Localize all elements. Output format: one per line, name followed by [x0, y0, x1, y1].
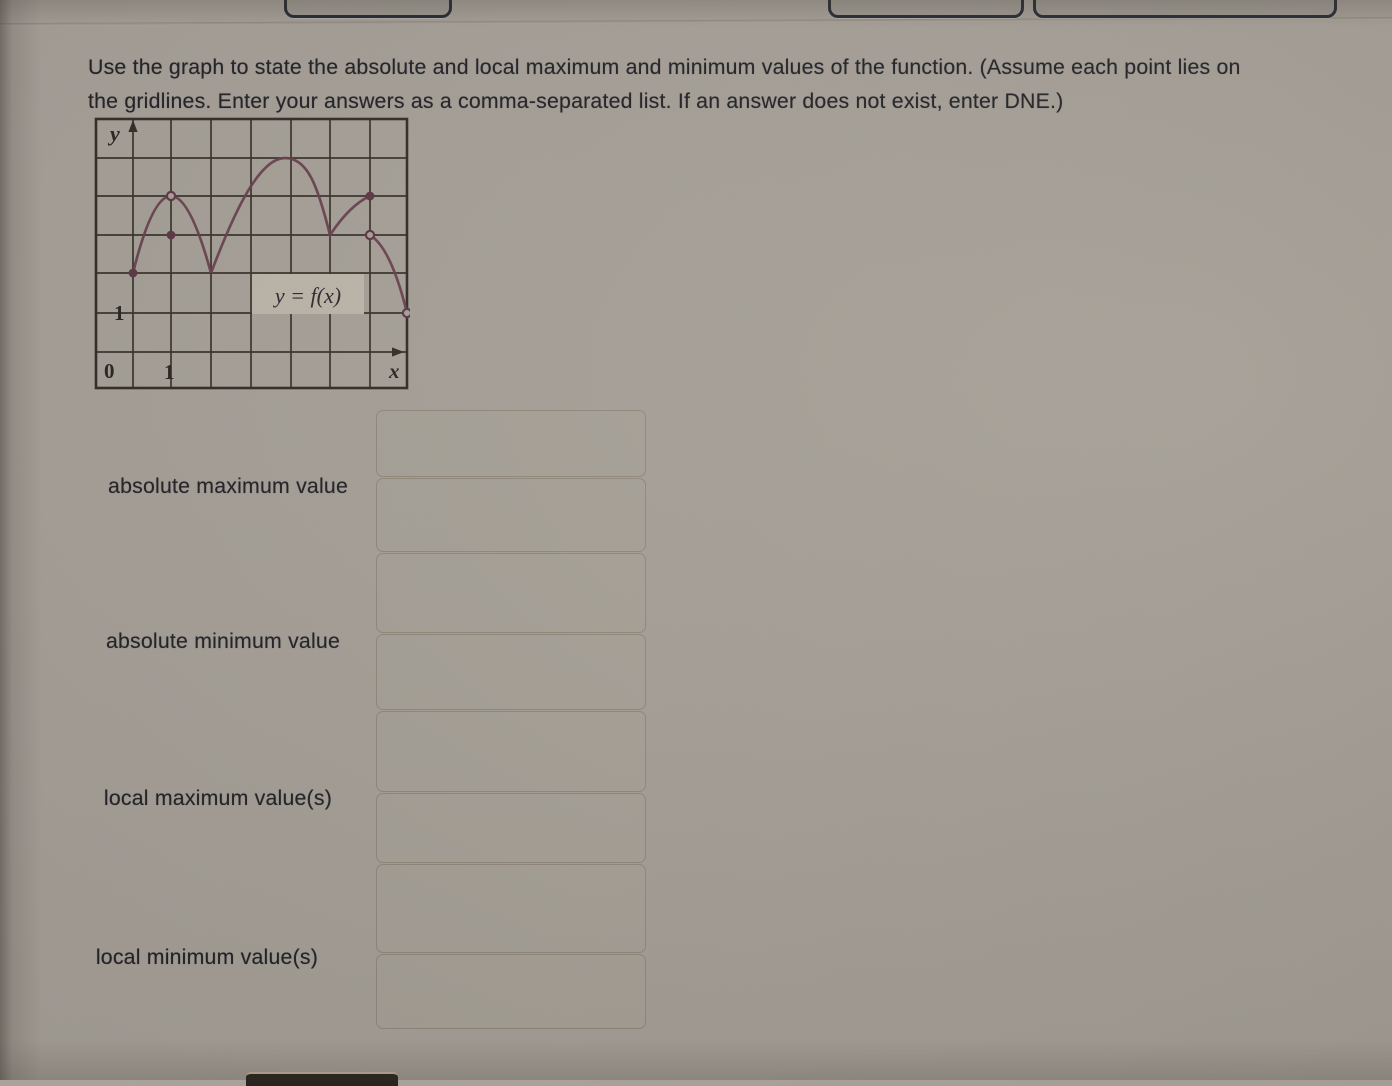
absolute-minimum-input[interactable]	[376, 634, 646, 710]
open-point-7-1	[403, 309, 410, 317]
answer-cell-spacer-1	[376, 410, 646, 477]
answer-cell-spacer-3	[376, 711, 646, 792]
partial-button-bottom[interactable]	[246, 1072, 398, 1086]
local-minimum-label: local minimum value(s)	[95, 945, 318, 969]
x-axis-label: x	[389, 359, 400, 383]
closed-point-0-2	[129, 269, 138, 278]
origin-label: 0	[104, 359, 115, 383]
x-tick-label: 1	[164, 360, 175, 384]
closed-point-1-3	[167, 231, 176, 240]
y-axis-label: y	[110, 121, 120, 146]
local-minimum-input[interactable]	[376, 954, 646, 1029]
curve-label: y = f(x)	[274, 283, 342, 308]
absolute-maximum-input[interactable]	[376, 478, 646, 552]
question-text	[88, 51, 1338, 118]
answer-cell-spacer-4	[376, 864, 646, 953]
local-maximum-input[interactable]	[376, 793, 646, 863]
answer-cell-spacer-2	[376, 553, 646, 633]
partial-button-right[interactable]	[1033, 0, 1337, 18]
partial-button-left[interactable]	[284, 0, 452, 18]
question-line-2: the gridlines. Enter your answers as a comma-separated list. If an answer does not exist, enter DNE.)	[88, 88, 1064, 113]
closed-point-6-4	[366, 192, 375, 201]
function-graph-figure	[94, 117, 410, 390]
graph-svg	[94, 117, 410, 390]
partial-button-middle[interactable]	[828, 0, 1024, 18]
paper-crease	[0, 17, 1392, 26]
open-point-1-4	[167, 192, 175, 200]
question-line-1: Use the graph to state the absolute and local maximum and minimum values of the function. (Assume each point lies on	[88, 55, 1241, 79]
local-maximum-label: local maximum value(s)	[103, 786, 332, 810]
absolute-maximum-label: absolute maximum value	[108, 474, 348, 498]
absolute-minimum-label: absolute minimum value	[105, 629, 340, 653]
open-point-6-3	[366, 231, 374, 239]
y-tick-label: 1	[114, 301, 125, 325]
